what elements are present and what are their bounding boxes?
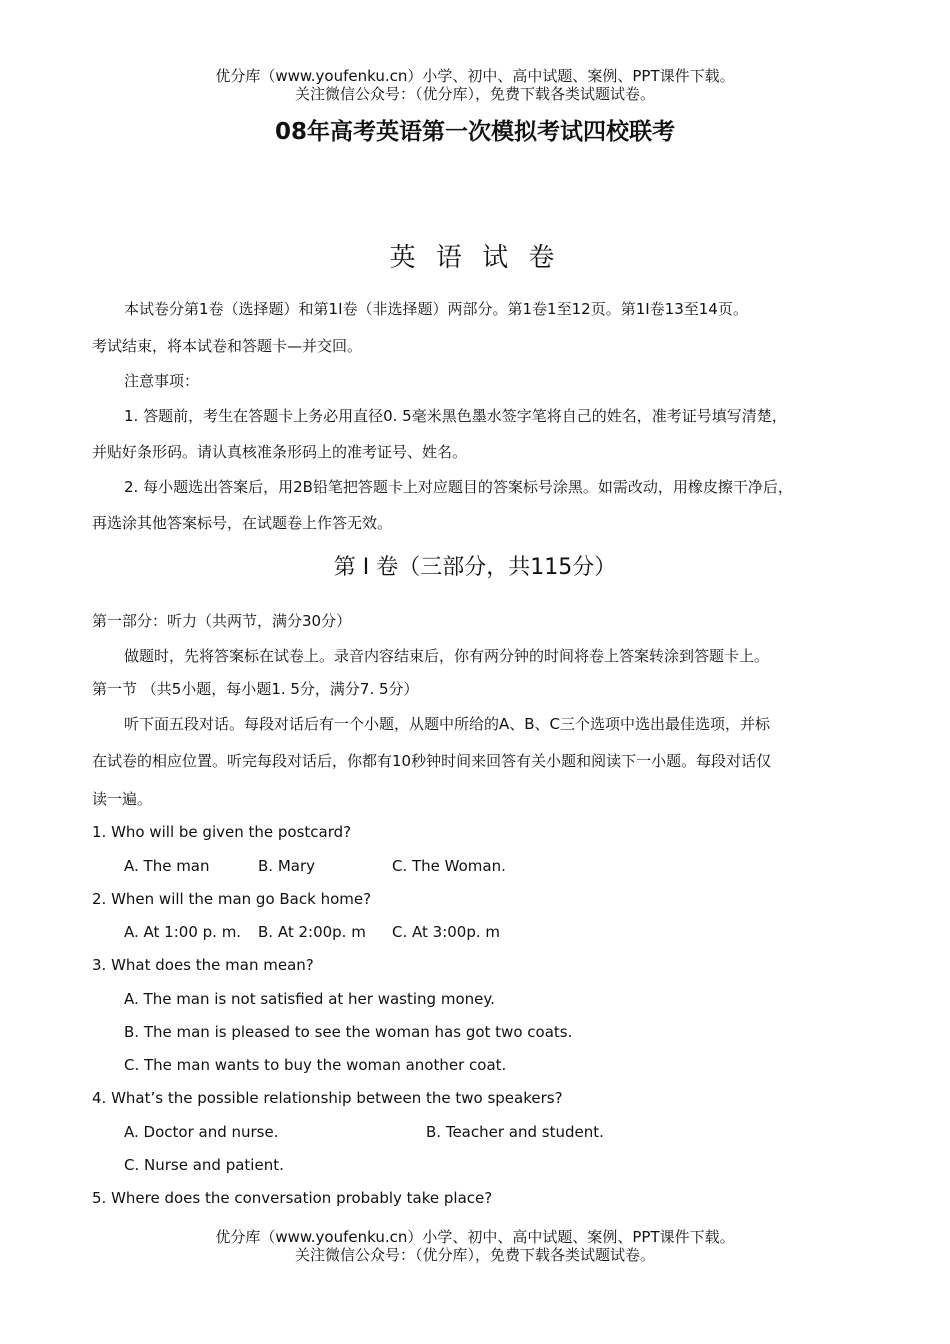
question-4-option-c: C. Nurse and patient. <box>124 1156 284 1174</box>
exam-subtitle: 英 语 试 卷 <box>389 243 561 273</box>
section-1-title: 第 I 卷（三部分，共115分） <box>333 555 617 580</box>
footer-line-2: 关注微信公众号：（优分库），免费下载各类试题试卷。 <box>294 1246 655 1264</box>
part-1-instructions: 做题时，先将答案标在试卷上。录音内容结束后，你有两分钟的时间将卷上答案转涂到答题卡上。 <box>124 647 770 665</box>
question-4-option-b: B. Teacher and student. <box>426 1123 604 1141</box>
question-1-option-b: B. Mary <box>258 857 316 875</box>
question-2-option-c: C. At 3:00p. m <box>392 923 501 941</box>
note-2-line-2: 再选涂其他答案标号，在试题卷上作答无效。 <box>92 514 393 532</box>
page-header <box>0 67 950 103</box>
question-1-option-c: C. The Woman. <box>392 857 506 875</box>
subsection-1-instr-line-1: 听下面五段对话。每段对话后有一个小题，从题中所给的A、B、C三个选项中选出最佳选项，并标 <box>124 715 771 733</box>
header-line-2: 关注微信公众号：（优分库），免费下载各类试题试卷。 <box>294 85 655 103</box>
question-2: 2. When will the man go Back home? <box>92 890 372 908</box>
question-5: 5. Where does the conversation probably take place? <box>92 1189 493 1207</box>
question-1-option-a: A. The man <box>124 857 210 875</box>
subsection-1-instr-line-2: 在试卷的相应位置。听完每段对话后，你都有10秒钟时间来回答有关小题和阅读下一小题。每段对话仅 <box>92 752 772 770</box>
question-1: 1. Who will be given the postcard? <box>92 823 352 841</box>
footer-line-1: 优分库（www.youfenku.cn）小学、初中、高中试题、案例、PPT课件下载。 <box>215 1228 735 1246</box>
subsection-1-instr-line-3: 读一遍。 <box>92 790 153 808</box>
note-1-line-2: 并贴好条形码。请认真核准条形码上的准考证号、姓名。 <box>92 443 468 461</box>
intro-line-1: 本试卷分第1卷（选择题）和第1I卷（非选择题）两部分。第1卷1至12页。第1I卷13至14页。 <box>124 300 748 318</box>
notes-heading: 注意事项： <box>124 372 200 390</box>
header-line-1: 优分库（www.youfenku.cn）小学、初中、高中试题、案例、PPT课件下载。 <box>215 67 735 85</box>
question-2-option-b: B. At 2:00p. m <box>258 923 366 941</box>
question-3-option-c: C. The man wants to buy the woman another coat. <box>124 1056 507 1074</box>
question-3-option-b: B. The man is pleased to see the woman has got two coats. <box>124 1023 573 1041</box>
question-2-option-a: A. At 1:00 p. m. <box>124 923 242 941</box>
part-1-heading: 第一部分：听力（共两节，满分30分） <box>92 612 352 630</box>
note-2-line-1: 2. 每小题选出答案后，用2B铅笔把答题卡上对应题目的答案标号涂黑。如需改动，用橡皮擦干净后， <box>124 478 793 496</box>
intro-line-2: 考试结束，将本试卷和答题卡—并交回。 <box>92 337 363 355</box>
document-title: 08年高考英语第一次模拟考试四校联考 <box>274 119 675 145</box>
question-4: 4. What’s the possible relationship between the two speakers? <box>92 1089 563 1107</box>
question-3-option-a: A. The man is not satisfied at her wasting money. <box>124 990 495 1008</box>
question-3: 3. What does the man mean? <box>92 956 314 974</box>
subsection-1-heading: 第一节 （共5小题，每小题1. 5分，满分7. 5分） <box>92 680 419 698</box>
note-1-line-1: 1. 答题前，考生在答题卡上务必用直径0. 5毫米黑色墨水签字笔将自己的姓名，准考证号填写清楚， <box>124 407 787 425</box>
page-footer <box>0 1228 950 1264</box>
question-4-option-a: A. Doctor and nurse. <box>124 1123 279 1141</box>
